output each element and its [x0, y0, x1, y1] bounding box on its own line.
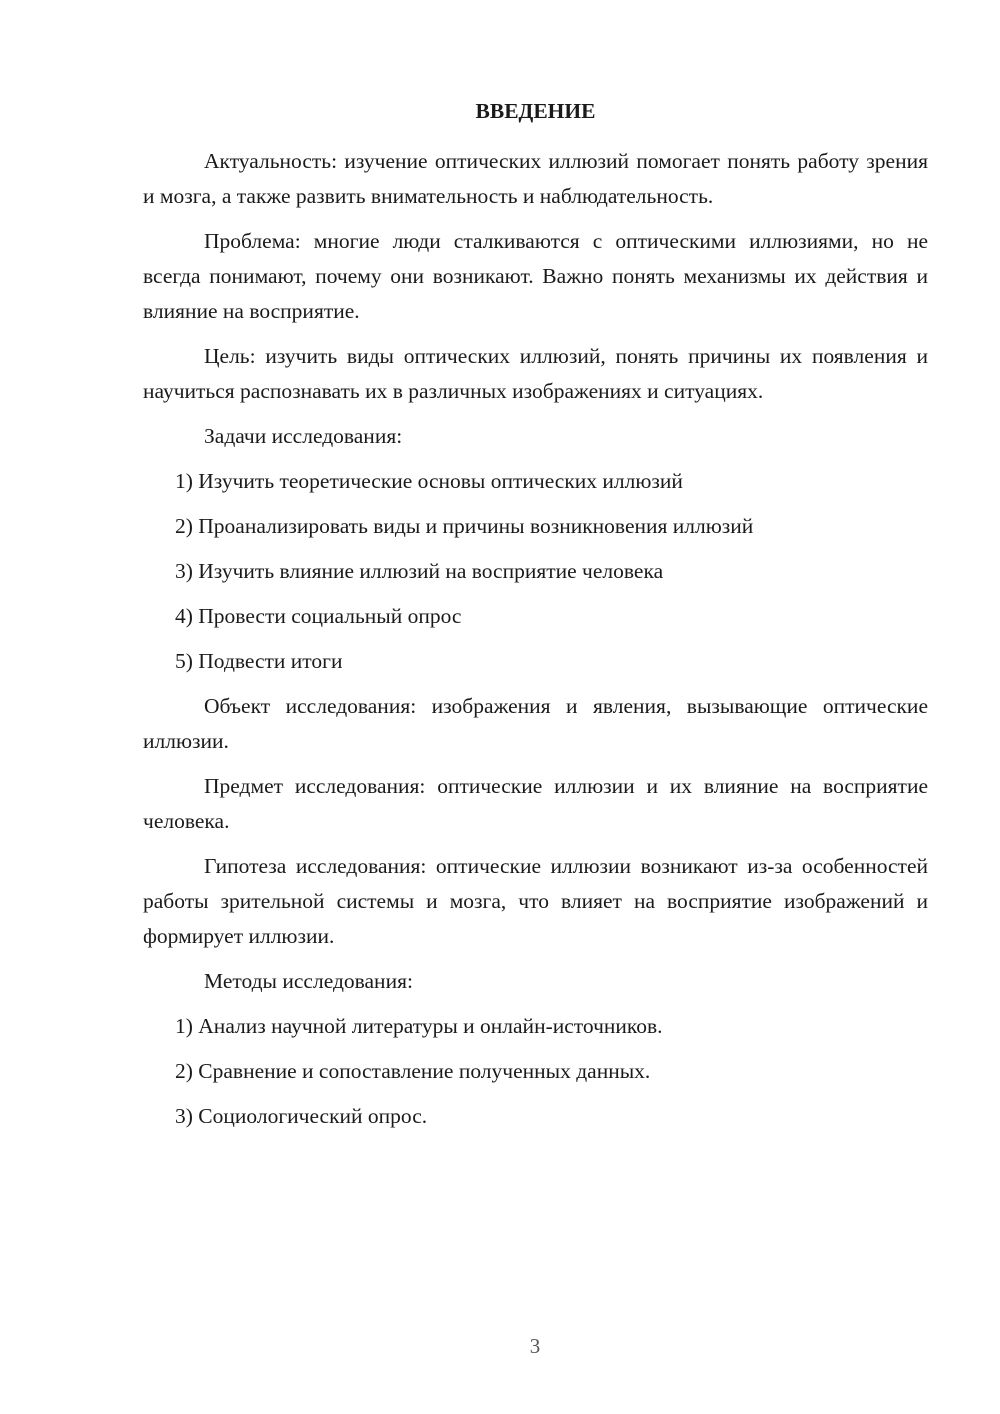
list-item: 1) Изучить теоретические основы оптических иллюзий: [175, 469, 683, 493]
subject-paragraph: Предмет исследования: оптические иллюзии и их влияние на восприятие человека.: [143, 774, 928, 833]
document-page: [143, 96, 928, 1144]
page-number: 3: [529, 1334, 541, 1358]
list-item: 1) Анализ научной литературы и онлайн-источников.: [175, 1014, 663, 1038]
tasks-list: [143, 464, 928, 679]
relevance-paragraph: Актуальность: изучение оптических иллюзий помогает понять работу зрения и мозга, а также развить внимательность и наблюдательность.: [143, 149, 928, 208]
problem-paragraph: Проблема: многие люди сталкиваются с оптическими иллюзиями, но не всегда понимают, почему они возникают. Важно понять механизмы их действия и влияние на восприятие.: [143, 229, 928, 323]
methods-label: Методы исследования:: [204, 969, 413, 993]
section-heading: ВВЕДЕНИЕ: [475, 99, 596, 123]
list-item: 3) Изучить влияние иллюзий на восприятие человека: [175, 559, 664, 583]
list-item: 2) Проанализировать виды и причины возникновения иллюзий: [175, 514, 754, 538]
list-item: 2) Сравнение и сопоставление полученных данных.: [175, 1059, 651, 1083]
hypothesis-paragraph: Гипотеза исследования: оптические иллюзии возникают из-за особенностей работы зрительной системы и мозга, что влияет на восприятие изображений и формирует иллюзии.: [143, 854, 928, 948]
goal-paragraph: Цель: изучить виды оптических иллюзий, понять причины их появления и научиться распознавать их в различных изображениях и ситуациях.: [143, 344, 928, 403]
list-item: 4) Провести социальный опрос: [175, 604, 462, 628]
methods-list: [143, 1009, 928, 1134]
list-item: 5) Подвести итоги: [175, 649, 343, 673]
tasks-label: Задачи исследования:: [204, 424, 403, 448]
object-paragraph: Объект исследования: изображения и явления, вызывающие оптические иллюзии.: [143, 694, 928, 753]
list-item: 3) Социологический опрос.: [175, 1104, 428, 1128]
